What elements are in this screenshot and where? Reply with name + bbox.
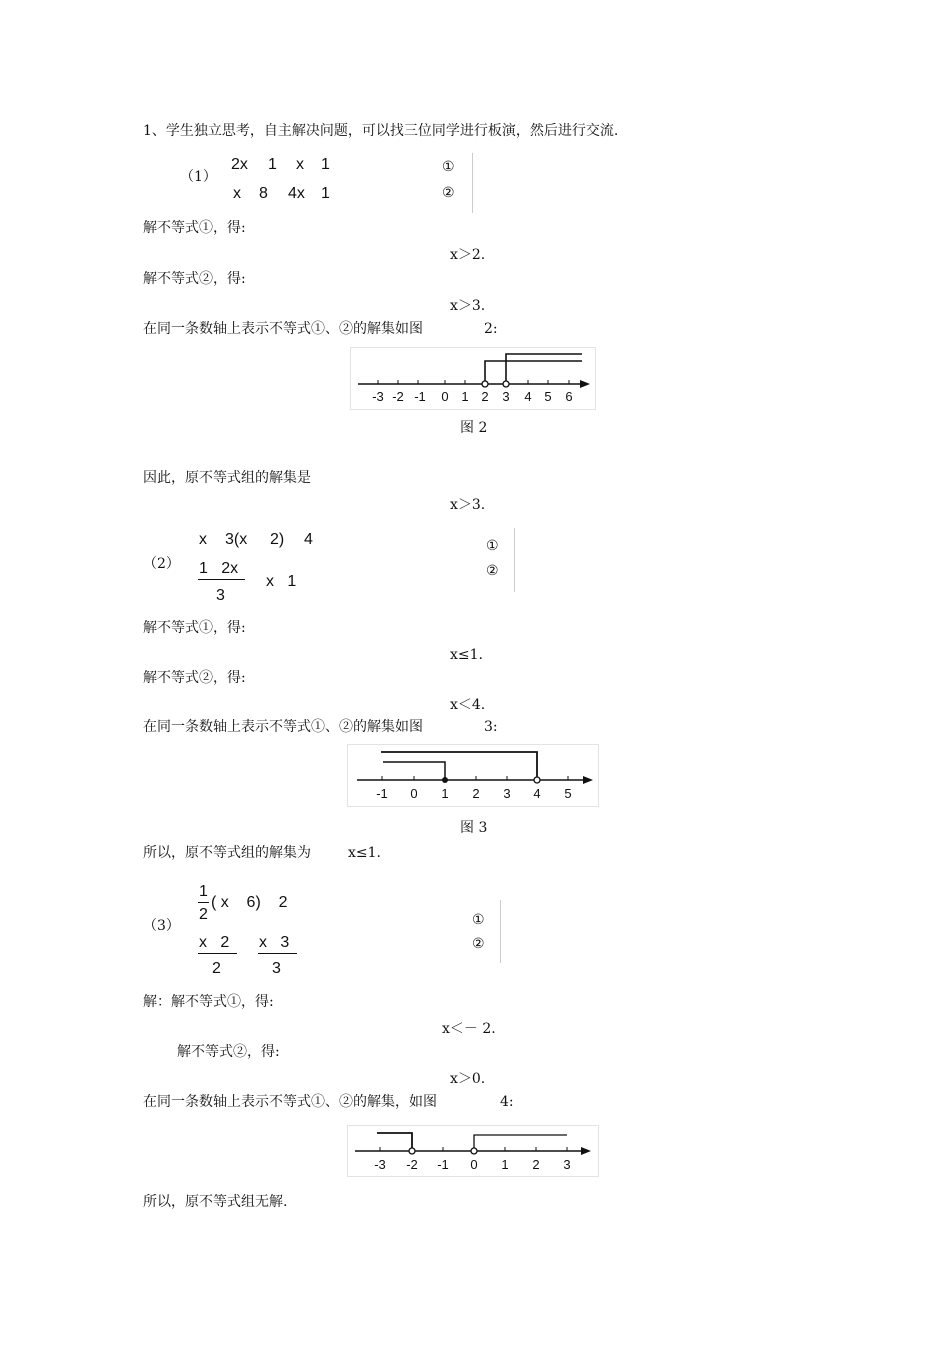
solution-ray-x-lt-4 <box>381 752 537 780</box>
tick-label: 1 <box>441 786 449 801</box>
solution-ray-x-gt-3 <box>506 354 582 384</box>
tick-label: -1 <box>376 786 388 801</box>
p3-f1-bar <box>198 902 209 903</box>
p1-figure-ref: 2: <box>484 321 498 337</box>
figure-2-caption: 图 2 <box>460 420 488 436</box>
tick-label: -3 <box>372 389 384 404</box>
open-point-0 <box>471 1148 477 1154</box>
tick-label: 2 <box>472 786 480 801</box>
number-line-figure-4 <box>347 1125 599 1177</box>
p1-row1-term-d: 1 <box>321 156 330 173</box>
p3-answer-2: x＞0. <box>450 1071 486 1087</box>
axis-tick-labels <box>376 786 571 801</box>
axis-tick-labels <box>374 1157 570 1172</box>
tick-label: 2 <box>481 389 489 404</box>
p2-divider <box>514 528 515 592</box>
tick-label: 5 <box>564 786 572 801</box>
p1-step-3: 在同一条数轴上表示不等式①、②的解集如图 <box>143 321 423 337</box>
tick-label: 3 <box>503 786 511 801</box>
axis-arrow-icon <box>583 776 593 784</box>
p2-marker-2: ② <box>486 563 499 579</box>
tick-label: 3 <box>563 1157 571 1172</box>
p3-f3-numerator: x 3 <box>259 934 290 951</box>
p2-final-answer: x≤1. <box>348 845 381 861</box>
solution-ray-x-gt-2 <box>485 361 582 384</box>
p1-step-2: 解不等式②，得: <box>143 271 246 287</box>
solution-ray-x-lt-minus-2 <box>377 1133 412 1151</box>
tick-label: 0 <box>470 1157 478 1172</box>
p2-row2-rest: x 1 <box>266 573 297 590</box>
p2-answer-1: x≤1. <box>450 647 483 663</box>
p3-marker-2: ② <box>472 936 485 952</box>
figure-3-caption: 图 3 <box>460 820 488 836</box>
p2-step-2: 解不等式②，得: <box>143 670 246 686</box>
p2-row1-term-d: 4 <box>304 531 313 548</box>
p3-f1-rest: ( x 6) 2 <box>211 894 288 911</box>
p3-conclusion: 所以，原不等式组无解. <box>143 1194 288 1210</box>
problem-1-label: （1） <box>180 169 217 185</box>
p1-row1-term-a: 2x <box>231 156 248 173</box>
number-line-figure-3 <box>347 744 599 807</box>
open-point-2 <box>482 381 488 387</box>
p2-conclusion: 所以，原不等式组的解集为 <box>143 845 311 861</box>
p3-f2-denominator: 2 <box>212 960 221 977</box>
number-line-figure-2 <box>350 347 596 410</box>
p2-row1-term-c: 2) <box>270 531 285 548</box>
p3-f1-numerator: 1 <box>199 883 208 900</box>
tick-label: 6 <box>565 389 573 404</box>
axis-tick-labels <box>372 389 572 404</box>
open-point-3 <box>503 381 509 387</box>
tick-label: 3 <box>502 389 510 404</box>
p1-step-1: 解不等式①，得: <box>143 220 246 236</box>
problem-2-label: （2） <box>143 556 180 572</box>
tick-label: 1 <box>461 389 469 404</box>
p1-row2-term-c: 4x <box>288 185 305 202</box>
p3-step-3: 在同一条数轴上表示不等式①、②的解集，如图 <box>143 1094 437 1110</box>
p1-conclusion: 因此，原不等式组的解集是 <box>143 470 311 486</box>
tick-label: 0 <box>410 786 418 801</box>
p3-step-2: 解不等式②，得: <box>177 1044 280 1060</box>
p2-step-3: 在同一条数轴上表示不等式①、②的解集如图 <box>143 719 423 735</box>
p3-step-1: 解：解不等式①，得: <box>143 994 274 1010</box>
p1-marker-2: ② <box>442 185 455 201</box>
tick-label: 4 <box>533 786 541 801</box>
p3-figure-ref: 4: <box>500 1094 514 1110</box>
p1-answer-2: x＞3. <box>450 298 486 314</box>
p2-fraction-denominator: 3 <box>216 587 225 604</box>
p3-f1-denominator: 2 <box>199 906 208 923</box>
p1-row1-term-b: 1 <box>268 156 277 173</box>
p1-row2-term-d: 1 <box>321 185 330 202</box>
p1-row2-term-b: 8 <box>259 185 268 202</box>
tick-label: -1 <box>437 1157 449 1172</box>
tick-label: 4 <box>524 389 532 404</box>
p2-answer-2: x＜4. <box>450 697 486 713</box>
p3-divider <box>500 900 501 963</box>
p2-figure-ref: 3: <box>484 719 498 735</box>
p1-final-answer: x＞3. <box>450 497 486 513</box>
p1-row2-term-a: x <box>233 185 241 202</box>
p1-marker-1: ① <box>442 159 455 175</box>
open-point-minus-2 <box>409 1148 415 1154</box>
solution-ray-x-gt-0 <box>474 1135 567 1151</box>
p2-row1-term-a: x <box>199 531 207 548</box>
tick-label: -2 <box>392 389 404 404</box>
p3-f2-bar <box>198 953 237 954</box>
p2-fraction-numerator: 1 2x <box>199 560 239 577</box>
tick-label: -1 <box>414 389 426 404</box>
p3-f2-numerator: x 2 <box>199 934 230 951</box>
p3-answer-1: x＜－ 2. <box>442 1021 496 1037</box>
tick-label: 0 <box>441 389 449 404</box>
tick-label: 1 <box>501 1157 509 1172</box>
axis-arrow-icon <box>581 1147 591 1155</box>
p2-fraction-bar <box>198 579 245 580</box>
p3-f3-denominator: 3 <box>272 960 281 977</box>
p2-marker-1: ① <box>486 538 499 554</box>
tick-label: 2 <box>532 1157 540 1172</box>
intro-text: 1、学生独立思考，自主解决问题，可以找三位同学进行板演，然后进行交流. <box>143 123 619 139</box>
tick-label: -3 <box>374 1157 386 1172</box>
p3-f3-bar <box>258 953 297 954</box>
p1-divider <box>472 153 473 213</box>
filled-point-1 <box>442 777 448 783</box>
p2-step-1: 解不等式①，得: <box>143 620 246 636</box>
tick-label: -2 <box>406 1157 418 1172</box>
p1-answer-1: x＞2. <box>450 247 486 263</box>
problem-3-label: （3） <box>143 918 180 934</box>
tick-label: 5 <box>544 389 552 404</box>
p3-marker-1: ① <box>472 912 485 928</box>
axis-arrow-icon <box>580 380 590 388</box>
p2-row1-term-b: 3(x <box>225 531 248 548</box>
open-point-4 <box>534 777 540 783</box>
p1-row1-term-c: x <box>296 156 304 173</box>
